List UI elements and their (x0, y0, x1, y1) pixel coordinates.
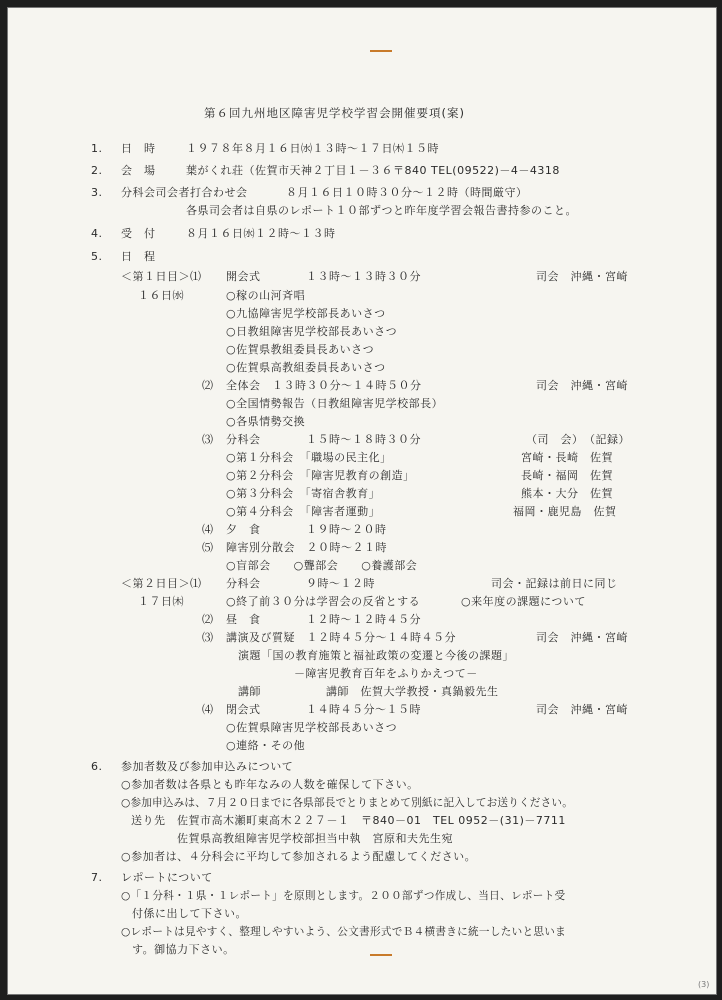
note-text: 各県司会者は自県のレポート１０部ずつと昨年度学習会報告書持参のこと。 (186, 204, 577, 217)
list-item: ○参加申込みは、７月２０日までに各県部長でとりまとめて別紙に記入してお送りください。 (121, 797, 573, 809)
assignment-text: 長崎・福岡 佐賀 (521, 469, 613, 482)
list-item: ○盲部会 ○聾部会 ○養護部会 (226, 559, 418, 572)
item-heading: 受 付 (121, 227, 156, 240)
column-headers: （司 会） （記録） (526, 433, 630, 446)
schedule-event: 昼 食 (226, 613, 261, 626)
address-text: 佐賀県高教組障害児学校部担当中執 宮原和夫先生宛 (177, 832, 453, 845)
item-heading: レポートについて (121, 871, 213, 884)
schedule-time: １２時～１２時４５分 (306, 613, 421, 626)
schedule-time: １５時～１８時３０分 (306, 433, 421, 446)
list-item: ○第２分科会 「障害児教育の創造」 (226, 469, 415, 482)
address-text: 送り先 佐賀市高木瀬町東高木２２７－１ 〒840－01 TEL 0952－(31)－7711 (131, 814, 566, 827)
list-item: ○第１分科会 「職場の民主化」 (226, 451, 392, 464)
item-number: 3. (91, 186, 103, 199)
schedule-time: １９時～２０時 (306, 523, 387, 536)
document-title: 第６回九州地区障害児学校学習会開催要項(案) (204, 106, 465, 120)
list-item-cont: す。御協力下さい。 (132, 943, 235, 956)
list-item: ○佐賀県障害児学校部長あいさつ (226, 721, 398, 734)
schedule-event: 開会式 (226, 270, 261, 283)
venue-value: 葉がくれ荘（佐賀市天神２丁目１－３６〒840 TEL(09522)－4－4318 (186, 164, 560, 177)
list-item: ○レポートは見やすく、整理しやすいよう、公文書形式でＢ４横書きに統一したいと思いま (121, 926, 567, 938)
schedule-event: 分科会 (226, 577, 261, 590)
item-heading: 参加者数及び参加申込みについて (121, 760, 294, 773)
chair-text: 司会 沖縄・宮崎 (536, 703, 628, 716)
list-item: ○「１分科・１県・１レポート」を原則とします。２００部ずつ作成し、当日、レポート受 (121, 890, 566, 902)
sub-number: ⑶ (202, 433, 214, 446)
item-number: 2. (91, 164, 103, 177)
sub-number: ⑷ (202, 523, 214, 536)
schedule-event: 夕 食 (226, 523, 261, 536)
list-item: ○日教組障害児学校部長あいさつ (226, 325, 398, 338)
sub-number: ⑵ (202, 379, 214, 392)
chair-text: 司会 沖縄・宮崎 (536, 379, 628, 392)
schedule-time: １４時４５分～１５時 (306, 703, 421, 716)
day-label: ＜第１日目＞⑴ (121, 270, 202, 283)
list-item: ○第４分科会 「障害者運動」 (226, 505, 381, 518)
lecture-subtitle: －障害児教育百年をふりかえつて－ (294, 667, 478, 680)
document-page (7, 7, 717, 995)
lecturer-name: 講師 佐賀大学教授・真鍋毅先生 (326, 685, 499, 698)
item-number: 4. (91, 227, 103, 240)
top-binding-mark (370, 50, 392, 52)
schedule-event: 講演及び質疑 １２時４５分～１４時４５分 (226, 631, 456, 644)
reception-time: ８月１６日㈬１２時～１３時 (186, 227, 336, 240)
sub-number: ⑷ (202, 703, 214, 716)
sub-number: ⑶ (202, 631, 214, 644)
item-number: 7. (91, 871, 103, 884)
list-item: ○第３分科会 「寄宿舎教育」 (226, 487, 381, 500)
item-number: 5. (91, 250, 103, 263)
meeting-time: ８月１６日１０時３０分～１２時（時間厳守） (286, 186, 528, 199)
list-item: ○全国情勢報告（日教組障害児学校部長） (226, 397, 444, 410)
chair-text: 司会・記録は前日に同じ (491, 577, 618, 590)
list-item: ○佐賀県高教組委員長あいさつ (226, 361, 386, 374)
item-heading: 分科会司会者打合わせ会 (121, 186, 248, 199)
assignment-text: 宮崎・長崎 佐賀 (521, 451, 613, 464)
chair-text: 司会 沖縄・宮崎 (536, 631, 628, 644)
chair-text: 司会 沖縄・宮崎 (536, 270, 628, 283)
sub-number: ⑵ (202, 613, 214, 626)
list-item: ○参加者は、４分科会に平均して参加されるよう配慮してください。 (121, 850, 477, 863)
schedule-event: 閉会式 (226, 703, 261, 716)
schedule-time: １３時～１３時３０分 (306, 270, 421, 283)
list-item: ○九協障害児学校部長あいさつ (226, 307, 386, 320)
list-item: ○連絡・その他 (226, 739, 306, 752)
list-item: ○佐賀県教組委員長あいさつ (226, 343, 375, 356)
bottom-binding-mark (370, 954, 392, 956)
lecturer-label: 講師 (238, 685, 261, 698)
list-item: ○各県情勢交換 (226, 415, 306, 428)
assignment-text: 福岡・鹿児島 佐賀 (513, 505, 617, 518)
lecture-title: 演題「国の教育施策と福祉政策の変遷と今後の課題」 (238, 649, 514, 662)
list-item: ○来年度の課題について (461, 595, 586, 608)
list-item-cont: 付係に出して下さい。 (132, 907, 247, 920)
item-heading: 日 程 (121, 250, 156, 263)
assignment-text: 熊本・大分 佐賀 (521, 487, 613, 500)
list-item: ○終了前３０分は学習会の反省とする (226, 595, 421, 608)
page-number: (3) (698, 980, 710, 989)
schedule-event: 障害別分散会 ２０時～２１時 (226, 541, 387, 554)
day-date: １６日㈬ (138, 289, 184, 302)
day-date: １７日㈭ (138, 595, 184, 608)
date-value: １９７８年８月１６日㈬１３時～１７日㈭１５時 (186, 142, 439, 155)
schedule-time: ９時～１２時 (306, 577, 375, 590)
list-item: ○稼の山河斉唱 (226, 289, 306, 302)
schedule-event: 全体会 １３時３０分～１４時５０分 (226, 379, 422, 392)
item-number: 6. (91, 760, 103, 773)
day-label: ＜第２日目＞⑴ (121, 577, 202, 590)
list-item: ○参加者数は各県とも昨年なみの人数を確保して下さい。 (121, 778, 419, 791)
item-heading: 日 時 (121, 142, 156, 155)
schedule-event: 分科会 (226, 433, 261, 446)
sub-number: ⑸ (202, 541, 214, 554)
item-number: 1. (91, 142, 103, 155)
item-heading: 会 場 (121, 164, 156, 177)
